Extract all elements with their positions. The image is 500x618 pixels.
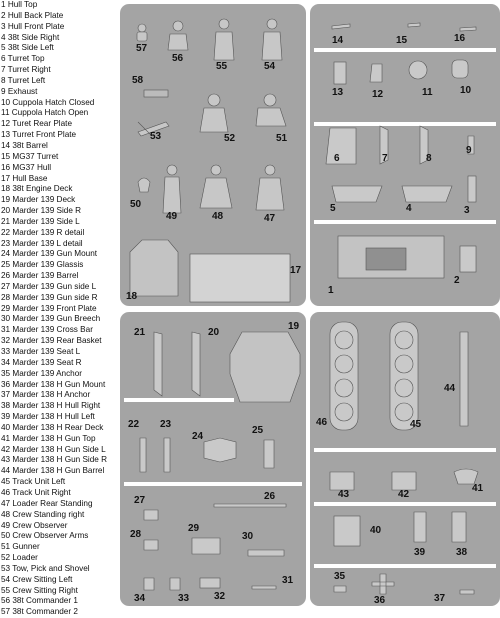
legend-item: 47 Loader Rear Standing bbox=[1, 498, 93, 508]
legend-item: 1 Hull Top bbox=[1, 0, 38, 9]
legend-item: 3 Hull Front Plate bbox=[1, 21, 65, 31]
part-label: 15 bbox=[396, 35, 408, 46]
part-label: 55 bbox=[216, 61, 228, 72]
panel-marder-139 bbox=[120, 312, 306, 606]
legend-item: 13 Turret Front Plate bbox=[1, 130, 77, 140]
part-42-gunside bbox=[392, 472, 416, 490]
part-label: 28 bbox=[130, 529, 142, 540]
part-label: 21 bbox=[134, 327, 146, 338]
panel-hull-turret bbox=[310, 4, 500, 306]
part-31-crossbar bbox=[252, 586, 276, 589]
part-label: 46 bbox=[316, 417, 328, 428]
part-label: 58 bbox=[132, 75, 144, 86]
legend-item: 17 Hull Base bbox=[1, 173, 48, 183]
part-16-mg bbox=[460, 27, 476, 31]
part-18-engine-deck bbox=[130, 240, 178, 296]
legend-item: 53 Tow, Pick and Shovel bbox=[1, 563, 90, 573]
part-2-back bbox=[460, 246, 476, 272]
legend-item: 18 38t Engine Deck bbox=[1, 184, 73, 194]
legend-item: 57 38t Commander 2 bbox=[1, 607, 78, 617]
part-22-detail bbox=[140, 438, 146, 472]
part-24-mount bbox=[204, 438, 236, 462]
part-57-figure bbox=[137, 24, 147, 41]
part-46-track bbox=[330, 322, 358, 430]
part-label: 30 bbox=[242, 531, 254, 542]
part-label: 8 bbox=[426, 153, 432, 164]
part-30-breech bbox=[248, 550, 284, 556]
part-label: 56 bbox=[172, 53, 184, 64]
part-label: 13 bbox=[332, 87, 344, 98]
part-36-mount bbox=[372, 574, 394, 594]
part-37-anchor bbox=[460, 590, 474, 594]
part-label: 11 bbox=[422, 87, 433, 98]
part-10-hatch bbox=[452, 60, 468, 78]
legend-item: 45 Track Unit Left bbox=[1, 477, 66, 487]
part-label: 12 bbox=[372, 89, 384, 100]
part-label: 3 bbox=[464, 205, 470, 216]
part-label: 16 bbox=[454, 33, 466, 44]
legend-item: 26 Marder 139 Barrel bbox=[1, 271, 79, 281]
part-label: 19 bbox=[288, 321, 300, 332]
part-label: 25 bbox=[252, 425, 264, 436]
legend-item: 54 Crew Sitting Left bbox=[1, 574, 73, 584]
gun-parts-art bbox=[120, 312, 306, 606]
legend-item: 42 Marder 138 H Gun Side L bbox=[1, 444, 106, 454]
legend-item: 2 Hull Back Plate bbox=[1, 10, 64, 20]
part-label: 38 bbox=[456, 547, 468, 558]
part-50-arms bbox=[138, 178, 150, 192]
part-38-hull bbox=[452, 512, 466, 542]
legend-item: 9 Exhaust bbox=[1, 86, 38, 96]
legend-item: 44 Marder 138 H Gun Barrel bbox=[1, 466, 105, 476]
part-label: 29 bbox=[188, 523, 200, 534]
part-label: 50 bbox=[130, 199, 142, 210]
part-32-basket bbox=[200, 578, 220, 588]
legend-item: 11 Cuppola Hatch Open bbox=[1, 108, 89, 118]
part-label: 6 bbox=[334, 153, 340, 164]
part-label: 5 bbox=[330, 203, 336, 214]
legend-item: 52 Loader bbox=[1, 553, 38, 563]
part-label: 32 bbox=[214, 591, 226, 602]
figures-parts-art bbox=[120, 4, 306, 306]
part-3-front bbox=[468, 176, 476, 202]
legend-item: 41 Marder 138 H Gun Top bbox=[1, 433, 96, 443]
part-13-plate bbox=[334, 62, 346, 84]
legend-item: 37 Marder 138 H Anchor bbox=[1, 390, 91, 400]
part-label: 14 bbox=[332, 35, 344, 46]
legend-item: 24 Marder 139 Gun Mount bbox=[1, 249, 98, 259]
part-label: 24 bbox=[192, 431, 204, 442]
legend-item: 32 Marder 139 Rear Basket bbox=[1, 336, 102, 346]
part-15-mg bbox=[408, 23, 420, 27]
part-label: 48 bbox=[212, 211, 224, 222]
legend-item: 14 38t Barrel bbox=[1, 140, 48, 150]
legend-item: 28 Marder 139 Gun side R bbox=[1, 292, 98, 302]
legend-item: 25 Marder 139 Glassis bbox=[1, 260, 84, 270]
part-39-hull bbox=[414, 512, 426, 542]
legend-item: 30 Marder 139 Gun Breech bbox=[1, 314, 101, 324]
part-25-glacis bbox=[264, 440, 274, 468]
legend-item: 10 Cuppola Hatch Closed bbox=[1, 97, 95, 107]
part-4-side bbox=[402, 186, 452, 202]
part-12-plate bbox=[370, 64, 382, 82]
part-label: 18 bbox=[126, 291, 138, 302]
legend-item: 40 Marder 138 H Rear Deck bbox=[1, 422, 104, 432]
legend-item: 19 Marder 139 Deck bbox=[1, 195, 76, 205]
legend-item: 27 Marder 139 Gun side L bbox=[1, 281, 97, 291]
part-label: 4 bbox=[406, 203, 412, 214]
legend-item: 46 Track Unit Right bbox=[1, 487, 71, 497]
part-label: 9 bbox=[466, 145, 472, 156]
part-55-figure bbox=[214, 19, 234, 60]
part-20-side-r bbox=[192, 332, 200, 396]
part-21-side-l bbox=[154, 332, 162, 396]
part-26-barrel bbox=[214, 504, 286, 507]
part-label: 36 bbox=[374, 595, 386, 606]
legend-item: 43 Marder 138 H Gun Side R bbox=[1, 455, 108, 465]
part-41-guntop bbox=[454, 469, 478, 484]
legend-item: 29 Marder 139 Front Plate bbox=[1, 303, 97, 313]
part-33-seat bbox=[170, 578, 180, 590]
part-48-figure bbox=[200, 165, 232, 208]
part-29-front bbox=[192, 538, 220, 554]
part-label: 34 bbox=[134, 593, 146, 604]
legend-item: 48 Crew Standing right bbox=[1, 509, 85, 519]
legend-item: 22 Marder 139 R detail bbox=[1, 227, 85, 237]
part-label: 23 bbox=[160, 419, 172, 430]
part-45-track bbox=[390, 322, 418, 430]
part-label: 2 bbox=[454, 275, 460, 286]
legend-item: 31 Marder 139 Cross Bar bbox=[1, 325, 93, 335]
part-label: 22 bbox=[128, 419, 140, 430]
part-11-hatch bbox=[409, 61, 427, 79]
part-label: 41 bbox=[472, 483, 484, 494]
part-label: 10 bbox=[460, 85, 472, 96]
legend-item: 21 Marder 139 Side L bbox=[1, 216, 80, 226]
part-49-figure bbox=[163, 165, 181, 213]
part-label: 52 bbox=[224, 133, 236, 144]
part-52-figure bbox=[200, 94, 228, 132]
legend-item: 5 38t Side Left bbox=[1, 43, 54, 53]
legend-item: 39 Marder 138 H Hull Left bbox=[1, 412, 95, 422]
part-label: 54 bbox=[264, 61, 276, 72]
legend-item: 7 Turret Right bbox=[1, 65, 51, 75]
legend-item: 34 Marder 139 Seat R bbox=[1, 357, 82, 367]
part-label: 44 bbox=[444, 383, 456, 394]
part-23-detail bbox=[164, 438, 170, 472]
part-label: 51 bbox=[276, 133, 288, 144]
panel-marder-138h bbox=[310, 312, 500, 606]
part-label: 37 bbox=[434, 593, 446, 604]
legend-item: 51 Gunner bbox=[1, 542, 40, 552]
legend-item: 20 Marder 139 Side R bbox=[1, 206, 82, 216]
part-5-side bbox=[332, 186, 382, 202]
part-label: 43 bbox=[338, 489, 350, 500]
part-6-turret-top bbox=[326, 128, 356, 164]
part-40-deck bbox=[334, 516, 360, 546]
part-label: 27 bbox=[134, 495, 146, 506]
part-label: 17 bbox=[290, 265, 302, 276]
legend-item: 36 Marder 138 H Gun Mount bbox=[1, 379, 106, 389]
parts-legend bbox=[1, 0, 121, 618]
part-47-figure bbox=[256, 165, 284, 210]
part-label: 57 bbox=[136, 43, 148, 54]
legend-item: 15 MG37 Turret bbox=[1, 151, 59, 161]
part-43-gunside bbox=[330, 472, 354, 490]
panel-figures bbox=[120, 4, 306, 306]
part-label: 20 bbox=[208, 327, 220, 338]
part-label: 47 bbox=[264, 213, 276, 224]
legend-item: 38 Marder 138 H Hull Right bbox=[1, 401, 101, 411]
part-28-gunside bbox=[144, 540, 158, 550]
tracks-parts-art bbox=[310, 312, 500, 606]
part-label: 39 bbox=[414, 547, 426, 558]
legend-item: 33 Marder 139 Seat L bbox=[1, 347, 81, 356]
part-label: 35 bbox=[334, 571, 346, 582]
legend-item: 16 MG37 Hull bbox=[1, 162, 52, 172]
part-label: 40 bbox=[370, 525, 382, 536]
part-17-hull-base bbox=[190, 254, 290, 302]
part-label: 42 bbox=[398, 489, 410, 500]
part-56-figure bbox=[168, 21, 188, 50]
part-34-seat bbox=[144, 578, 154, 590]
part-58-tow bbox=[144, 90, 168, 97]
part-14-barrel bbox=[332, 24, 350, 29]
part-label: 49 bbox=[166, 211, 178, 222]
part-label: 53 bbox=[150, 131, 162, 142]
legend-item: 56 38t Commander 1 bbox=[1, 596, 78, 606]
part-label: 7 bbox=[382, 153, 388, 164]
legend-item: 6 Turret Top bbox=[1, 54, 45, 64]
legend-item: 23 Marder 139 L detail bbox=[1, 238, 83, 248]
part-51-figure bbox=[256, 94, 286, 126]
legend-item: 49 Crew Observer bbox=[1, 520, 68, 530]
part-44-barrel bbox=[460, 332, 468, 426]
legend-item: 12 Turet Rear Plate bbox=[1, 119, 72, 129]
part-54-figure bbox=[262, 19, 282, 60]
legend-item: 55 Crew Sitting Right bbox=[1, 585, 78, 595]
part-label: 26 bbox=[264, 491, 276, 502]
part-19-deck bbox=[230, 332, 300, 402]
legend-item: 8 Turret Left bbox=[1, 75, 46, 85]
legend-item: 50 Crew Observer Arms bbox=[1, 531, 89, 541]
part-27-gunside bbox=[144, 510, 158, 520]
legend-item: 4 38t Side Right bbox=[1, 32, 60, 42]
legend-item: 35 Marder 139 Anchor bbox=[1, 368, 83, 378]
part-label: 31 bbox=[282, 575, 294, 586]
part-label: 45 bbox=[410, 419, 422, 430]
part-label: 1 bbox=[328, 285, 334, 296]
part-35-anchor bbox=[334, 586, 346, 592]
part-label: 33 bbox=[178, 593, 190, 604]
